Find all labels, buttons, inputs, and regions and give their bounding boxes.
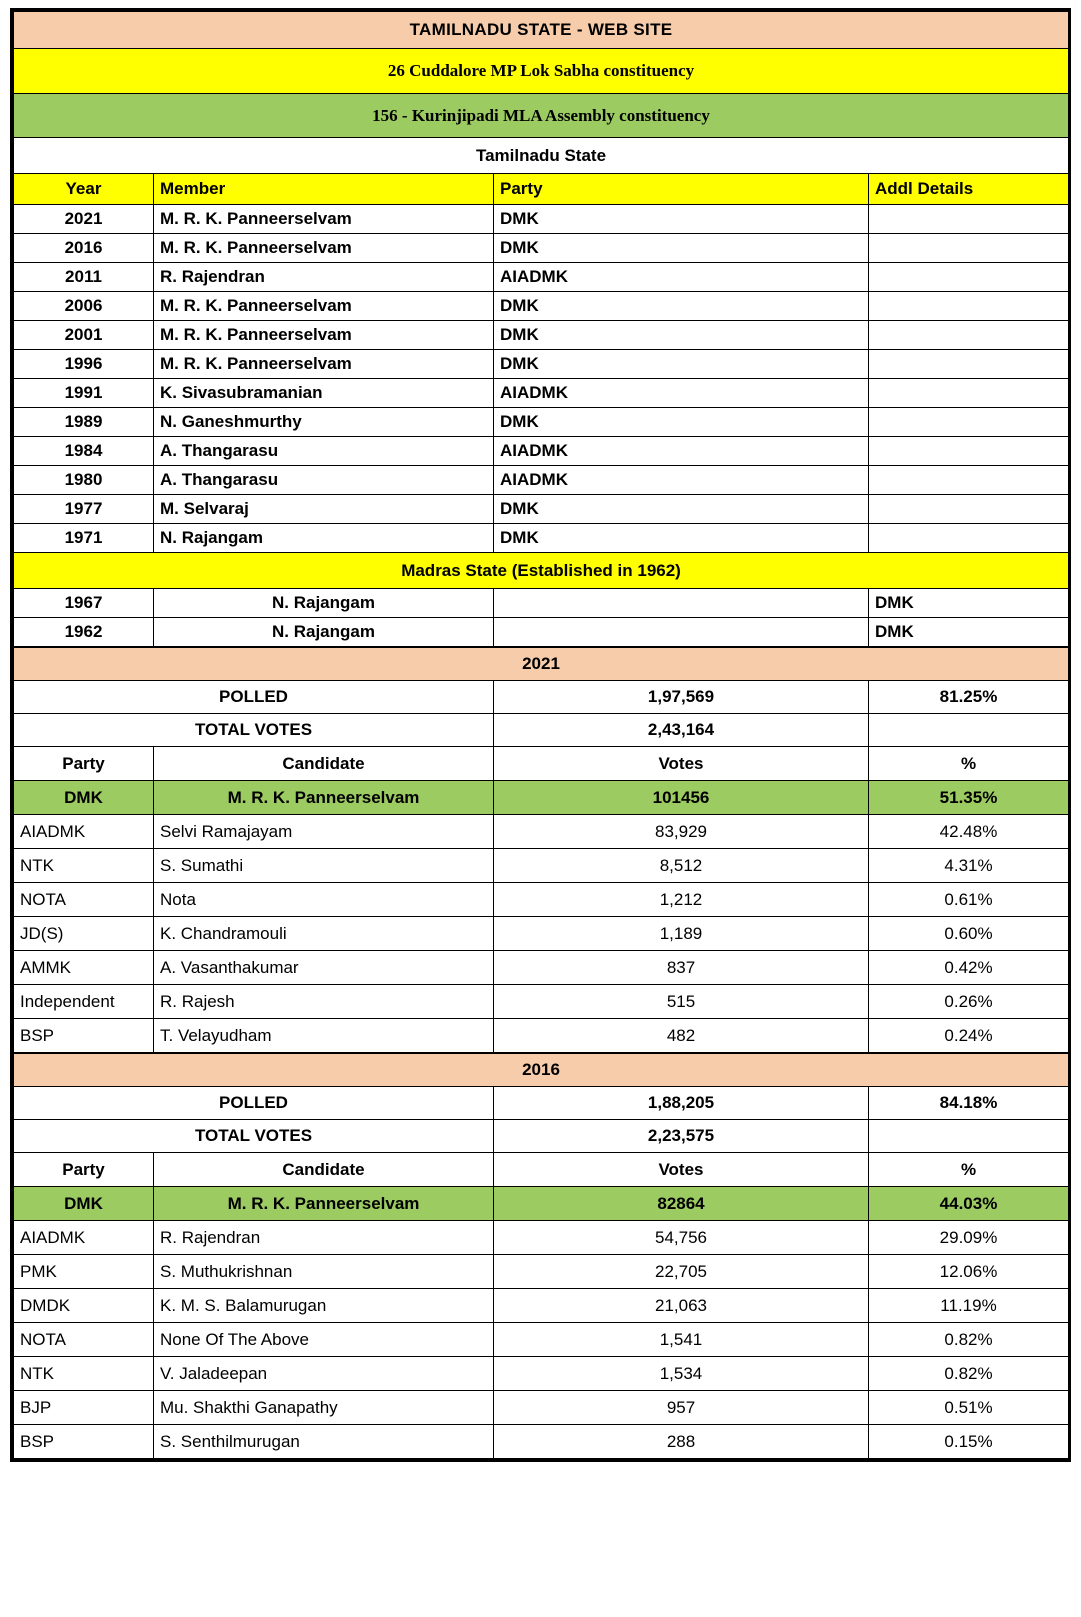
member-addl [869,524,1069,553]
candidate-votes: 1,189 [494,917,869,951]
site-title: TAMILNADU STATE - WEB SITE [14,12,1069,49]
member-party [494,589,869,618]
member-name: M. R. K. Panneerselvam [154,205,494,234]
candidate-votes: 8,512 [494,849,869,883]
member-year: 1991 [14,379,154,408]
candidate-percent: 0.82% [869,1357,1069,1391]
member-addl: DMK [869,589,1069,618]
candidate-row [14,1255,1069,1289]
member-addl [869,437,1069,466]
candidate-party: BJP [14,1391,154,1425]
member-year: 1984 [14,437,154,466]
election-2021-table [13,647,1069,1053]
candidate-name: S. Sumathi [154,849,494,883]
year-band-row-2016 [14,1054,1069,1087]
mla-constituency-title: 156 - Kurinjipadi MLA Assembly constituency [14,94,1069,138]
column-header-percent: % [869,1153,1069,1187]
madras-state-title: Madras State (Established in 1962) [14,553,1069,589]
candidate-name: M. R. K. Panneerselvam [154,781,494,815]
member-party: DMK [494,292,869,321]
mp-title-row [14,49,1069,94]
candidate-party: PMK [14,1255,154,1289]
candidate-row [14,985,1069,1019]
candidate-name: Mu. Shakthi Ganapathy [154,1391,494,1425]
candidate-percent: 0.61% [869,883,1069,917]
column-header-addl: Addl Details [869,174,1069,205]
table-row [14,292,1069,321]
total-votes-blank [869,1120,1069,1153]
member-year: 1989 [14,408,154,437]
state-title: Tamilnadu State [14,138,1069,174]
candidate-party: JD(S) [14,917,154,951]
polled-percent: 81.25% [869,681,1069,714]
member-name: K. Sivasubramanian [154,379,494,408]
candidate-percent: 12.06% [869,1255,1069,1289]
member-year: 1967 [14,589,154,618]
table-row [14,234,1069,263]
candidate-row-winner [14,781,1069,815]
member-name: N. Rajangam [154,618,494,647]
total-votes-row-2021 [14,714,1069,747]
polled-row-2016 [14,1087,1069,1120]
polled-percent: 84.18% [869,1087,1069,1120]
candidate-name: S. Muthukrishnan [154,1255,494,1289]
candidate-name: R. Rajendran [154,1221,494,1255]
member-addl [869,292,1069,321]
member-name: M. R. K. Panneerselvam [154,292,494,321]
candidate-row [14,1221,1069,1255]
election-year-band: 2016 [14,1054,1069,1087]
document-frame [10,8,1071,1462]
candidates-header-2016 [14,1153,1069,1187]
candidate-name: S. Senthilmurugan [154,1425,494,1459]
candidate-votes: 82864 [494,1187,869,1221]
table-row [14,379,1069,408]
candidate-party: DMK [14,781,154,815]
polled-row-2021 [14,681,1069,714]
candidate-percent: 29.09% [869,1221,1069,1255]
candidate-votes: 288 [494,1425,869,1459]
candidate-name: V. Jaladeepan [154,1357,494,1391]
candidate-row [14,815,1069,849]
total-votes-label: TOTAL VOTES [14,1120,494,1153]
column-header-party: Party [14,747,154,781]
candidate-percent: 11.19% [869,1289,1069,1323]
member-addl: DMK [869,618,1069,647]
candidate-party: BSP [14,1019,154,1053]
candidate-votes: 482 [494,1019,869,1053]
candidate-party: BSP [14,1425,154,1459]
member-addl [869,263,1069,292]
member-addl [869,466,1069,495]
election-year-band: 2021 [14,648,1069,681]
column-header-votes: Votes [494,1153,869,1187]
member-year: 1996 [14,350,154,379]
total-votes-value: 2,43,164 [494,714,869,747]
candidate-row [14,1357,1069,1391]
candidate-votes: 54,756 [494,1221,869,1255]
candidate-votes: 101456 [494,781,869,815]
column-header-year: Year [14,174,154,205]
candidate-party: Independent [14,985,154,1019]
year-band-row-2021 [14,648,1069,681]
polled-value: 1,97,569 [494,681,869,714]
member-party: AIADMK [494,263,869,292]
member-party: DMK [494,524,869,553]
table-row [14,350,1069,379]
candidate-party: NTK [14,849,154,883]
candidate-votes: 1,534 [494,1357,869,1391]
member-party: DMK [494,350,869,379]
candidate-votes: 1,541 [494,1323,869,1357]
candidate-row-winner [14,1187,1069,1221]
madras-title-row [14,553,1069,589]
member-year: 2021 [14,205,154,234]
table-row [14,524,1069,553]
candidate-percent: 0.42% [869,951,1069,985]
candidate-name: K. Chandramouli [154,917,494,951]
candidate-row [14,883,1069,917]
candidate-percent: 4.31% [869,849,1069,883]
column-header-candidate: Candidate [154,1153,494,1187]
column-header-member: Member [154,174,494,205]
polled-label: POLLED [14,681,494,714]
member-party: DMK [494,234,869,263]
candidate-party: NTK [14,1357,154,1391]
member-name: N. Ganeshmurthy [154,408,494,437]
member-name: N. Rajangam [154,524,494,553]
candidate-percent: 0.60% [869,917,1069,951]
candidate-votes: 21,063 [494,1289,869,1323]
header-table [13,11,1069,647]
candidate-party: DMK [14,1187,154,1221]
candidate-percent: 0.24% [869,1019,1069,1053]
member-addl [869,205,1069,234]
member-name: M. R. K. Panneerselvam [154,234,494,263]
candidate-percent: 51.35% [869,781,1069,815]
table-row [14,205,1069,234]
candidate-row [14,1425,1069,1459]
candidate-name: M. R. K. Panneerselvam [154,1187,494,1221]
candidates-header-2021 [14,747,1069,781]
member-name: N. Rajangam [154,589,494,618]
member-year: 1977 [14,495,154,524]
table-row [14,408,1069,437]
total-votes-label: TOTAL VOTES [14,714,494,747]
member-year: 1980 [14,466,154,495]
member-party: AIADMK [494,466,869,495]
member-name: A. Thangarasu [154,437,494,466]
candidate-row [14,1289,1069,1323]
polled-label: POLLED [14,1087,494,1120]
member-addl [869,495,1069,524]
candidate-party: NOTA [14,883,154,917]
polled-value: 1,88,205 [494,1087,869,1120]
candidate-percent: 0.15% [869,1425,1069,1459]
candidate-votes: 957 [494,1391,869,1425]
candidate-percent: 44.03% [869,1187,1069,1221]
mp-constituency-title: 26 Cuddalore MP Lok Sabha constituency [14,49,1069,94]
member-name: M. R. K. Panneerselvam [154,350,494,379]
member-name: R. Rajendran [154,263,494,292]
table-row [14,589,1069,618]
candidate-party: DMDK [14,1289,154,1323]
column-header-percent: % [869,747,1069,781]
total-votes-row-2016 [14,1120,1069,1153]
candidate-name: R. Rajesh [154,985,494,1019]
candidate-name: T. Velayudham [154,1019,494,1053]
table-row [14,466,1069,495]
candidate-party: AIADMK [14,815,154,849]
candidate-row [14,849,1069,883]
total-votes-value: 2,23,575 [494,1120,869,1153]
candidate-party: NOTA [14,1323,154,1357]
member-year: 1962 [14,618,154,647]
member-name: M. Selvaraj [154,495,494,524]
member-addl [869,379,1069,408]
member-party: DMK [494,321,869,350]
table-row [14,495,1069,524]
candidate-row [14,1019,1069,1053]
candidate-percent: 0.82% [869,1323,1069,1357]
site-title-row [14,12,1069,49]
member-party: DMK [494,408,869,437]
member-year: 1971 [14,524,154,553]
candidate-votes: 837 [494,951,869,985]
candidate-party: AIADMK [14,1221,154,1255]
candidate-votes: 1,212 [494,883,869,917]
candidate-votes: 515 [494,985,869,1019]
table-row [14,618,1069,647]
candidate-votes: 83,929 [494,815,869,849]
member-addl [869,350,1069,379]
member-addl [869,321,1069,350]
member-party: DMK [494,205,869,234]
member-name: A. Thangarasu [154,466,494,495]
candidate-name: None Of The Above [154,1323,494,1357]
members-header-row [14,174,1069,205]
candidate-row [14,917,1069,951]
member-party [494,618,869,647]
member-name: M. R. K. Panneerselvam [154,321,494,350]
candidate-name: K. M. S. Balamurugan [154,1289,494,1323]
member-year: 2006 [14,292,154,321]
table-row [14,263,1069,292]
candidate-row [14,1323,1069,1357]
candidate-name: A. Vasanthakumar [154,951,494,985]
candidate-votes: 22,705 [494,1255,869,1289]
candidate-percent: 42.48% [869,815,1069,849]
member-year: 2001 [14,321,154,350]
table-row [14,437,1069,466]
column-header-party: Party [14,1153,154,1187]
member-party: AIADMK [494,437,869,466]
member-year: 2011 [14,263,154,292]
member-year: 2016 [14,234,154,263]
candidate-row [14,951,1069,985]
election-2016-table [13,1053,1069,1459]
candidate-party: AMMK [14,951,154,985]
table-row [14,321,1069,350]
state-title-row [14,138,1069,174]
candidate-percent: 0.26% [869,985,1069,1019]
candidate-percent: 0.51% [869,1391,1069,1425]
column-header-candidate: Candidate [154,747,494,781]
member-party: DMK [494,495,869,524]
member-party: AIADMK [494,379,869,408]
member-addl [869,408,1069,437]
candidate-name: Selvi Ramajayam [154,815,494,849]
candidate-name: Nota [154,883,494,917]
column-header-votes: Votes [494,747,869,781]
column-header-party: Party [494,174,869,205]
mla-title-row [14,94,1069,138]
candidate-row [14,1391,1069,1425]
member-addl [869,234,1069,263]
total-votes-blank [869,714,1069,747]
